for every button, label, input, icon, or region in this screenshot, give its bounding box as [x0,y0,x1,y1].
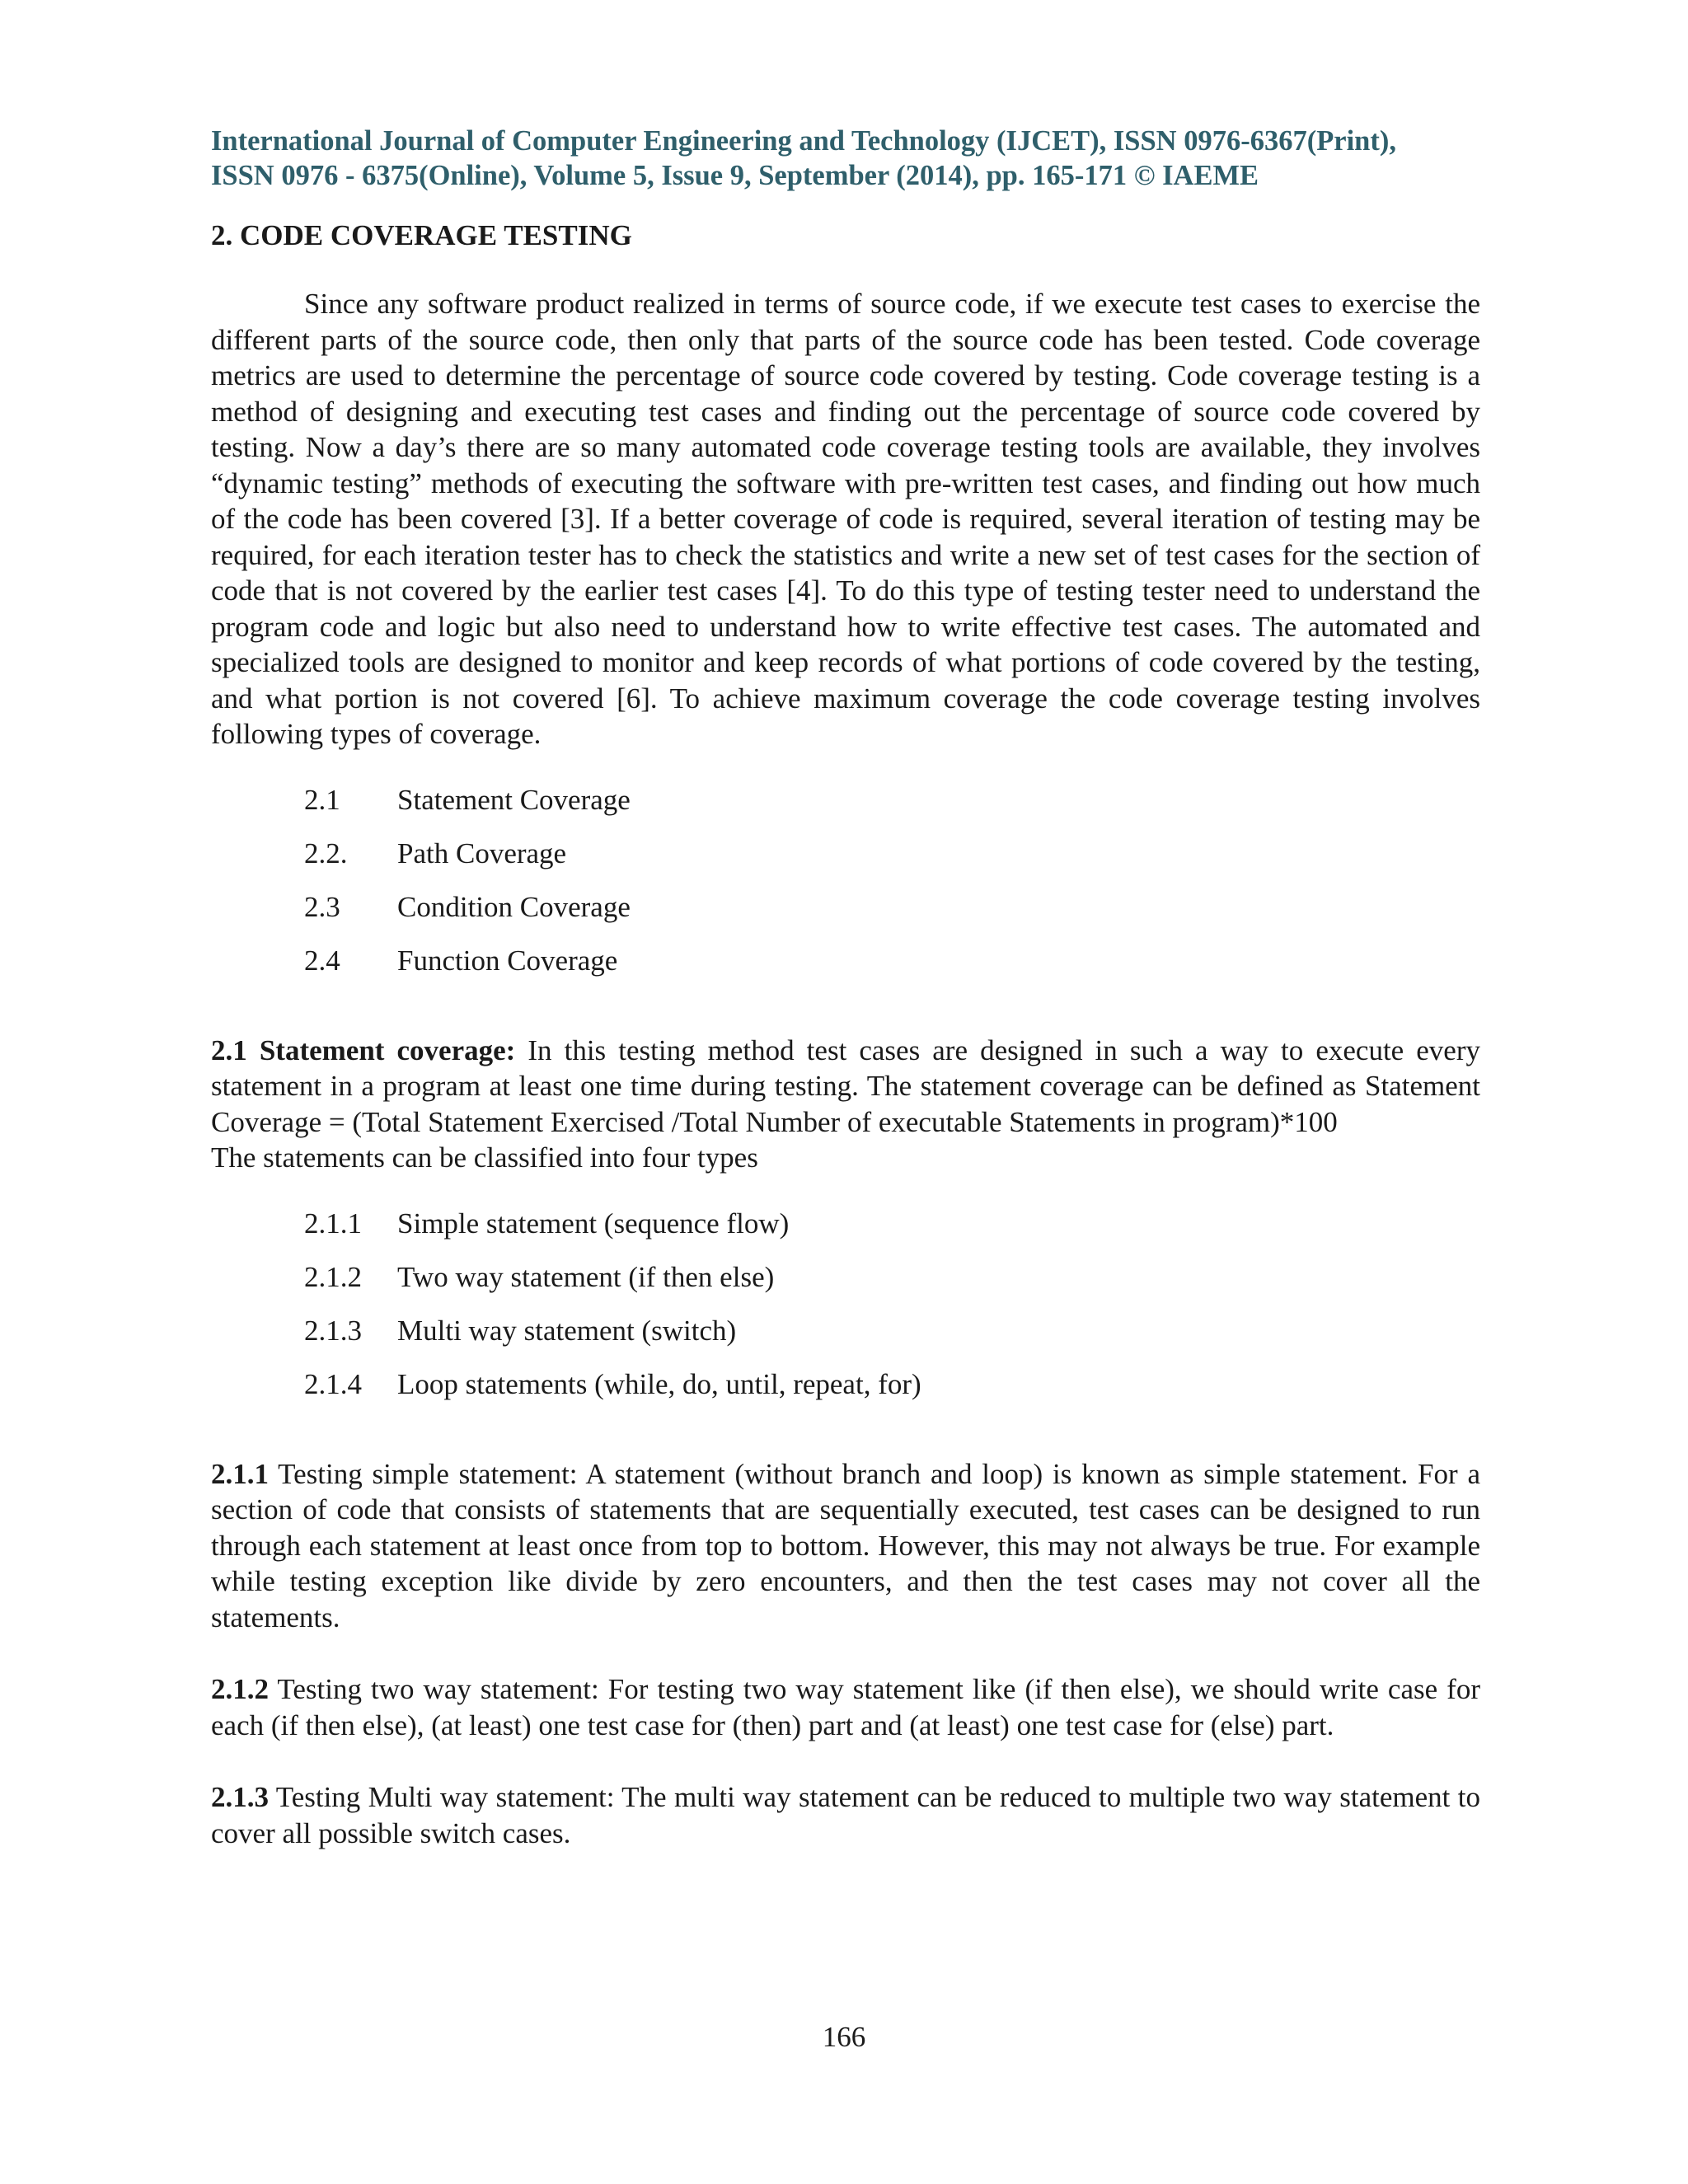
page-number: 166 [822,2021,866,2053]
list-item-number: 2.1.3 [304,1314,362,1347]
list-item-label: Condition Coverage [397,890,631,923]
subsection-simple-statement [211,1456,1480,1636]
list-item [304,1259,1480,1313]
list-item-label: Statement Coverage [397,783,631,816]
list-item-label: Loop statements (while, do, until, repeat, for) [397,1367,921,1400]
list-item [304,1313,1480,1366]
subsection-number: 2.1.2 [211,1673,269,1705]
list-item-number: 2.1 [304,783,340,816]
statement-coverage-heading: 2.1 Statement coverage: [211,1033,516,1066]
list-item [304,943,1480,996]
intro-paragraph: Since any software product realized in terms of source code, if we execute test cases to exercise the different parts of the source code, then only that parts of the source code has been tested. Code coverage metrics are used to determine the percentage of source code covered by testing. Code coverage testing is a method of designing and executing test cases and finding out the percentage of source code covered by testing. Now a day’s there are so many automated code coverage testing tools are available, they involves “dynamic testing” methods of executing the software with pre-written test cases, and finding out how much of the code has been covered [3]. If a better coverage of code is required, several iteration of testing may be required, for each iteration tester has to check the statistics and write a new set of test cases for the section of code that is not covered by the earlier test cases [4]. To do this type of testing tester need to understand the program code and logic but also need to understand how to write effective test cases. The automated and specialized tools are designed to monitor and keep records of what portions of code covered by the testing, and what portion is not covered [6]. To achieve maximum coverage the code coverage testing involves following types of coverage. [211,288,1480,750]
list-item-number: 2.1.2 [304,1260,362,1293]
list-item-number: 2.1.1 [304,1207,362,1240]
list-item [304,1366,1480,1420]
subsection-text: Testing simple statement: A statement (without branch and loop) is known as simple statement. For a section of code that consists of statements that are sequentially executed, test cases can be designed to run through each statement at least once from top to bottom. However, this may not always be true. For example while testing exception like divide by zero encounters, and then the test cases may not cover all the statements. [211,1457,1480,1633]
list-item [304,889,1480,943]
subsection-text: Testing two way statement: For testing two way statement like (if then else), we should write case for each (if then else), (at least) one test case for (then) part and (at least) one test case for (else) part. [211,1673,1480,1741]
journal-header-line-1: International Journal of Computer Engineering and Technology (IJCET), ISSN 0976-6367(Print), [211,125,1396,157]
subsection-number: 2.1.3 [211,1781,269,1813]
list-item-number: 2.2. [304,837,348,869]
subsection-two-way-statement [211,1671,1480,1743]
list-item [304,1206,1480,1259]
list-item [304,836,1480,889]
list-item-label: Multi way statement (switch) [397,1314,737,1347]
journal-header [211,124,1480,193]
list-item [304,782,1480,836]
list-item-label: Simple statement (sequence flow) [397,1207,790,1240]
statement-coverage-text: In this testing method test cases are designed in such a way to execute every statement in a program at least one time during testing. The statement coverage can be defined as Statement Coverage = (Total Statement Exercised /Total Number of executable Statements in program)*100 [211,1033,1480,1138]
list-item-number: 2.3 [304,890,340,923]
subsection-text: Testing Multi way statement: The multi way statement can be reduced to multiple two way statement to cover all possible switch cases. [211,1781,1480,1849]
journal-header-line-2: ISSN 0976 - 6375(Online), Volume 5, Issue 9, September (2014), pp. 165-171 © IAEME [211,160,1259,191]
statement-types-list [211,1206,1480,1420]
subsection-multi-way-statement [211,1779,1480,1851]
list-item-number: 2.1.4 [304,1367,362,1400]
paper-page [211,124,1480,1851]
list-item-label: Path Coverage [397,837,567,869]
coverage-types-list [211,782,1480,996]
section-title: 2. CODE COVERAGE TESTING [211,219,632,251]
statement-coverage-paragraph [211,1033,1480,1141]
statement-classification-line: The statements can be classified into four types [211,1141,758,1174]
list-item-label: Function Coverage [397,944,618,977]
list-item-number: 2.4 [304,944,340,977]
subsection-number: 2.1.1 [211,1457,269,1490]
list-item-label: Two way statement (if then else) [397,1260,775,1293]
